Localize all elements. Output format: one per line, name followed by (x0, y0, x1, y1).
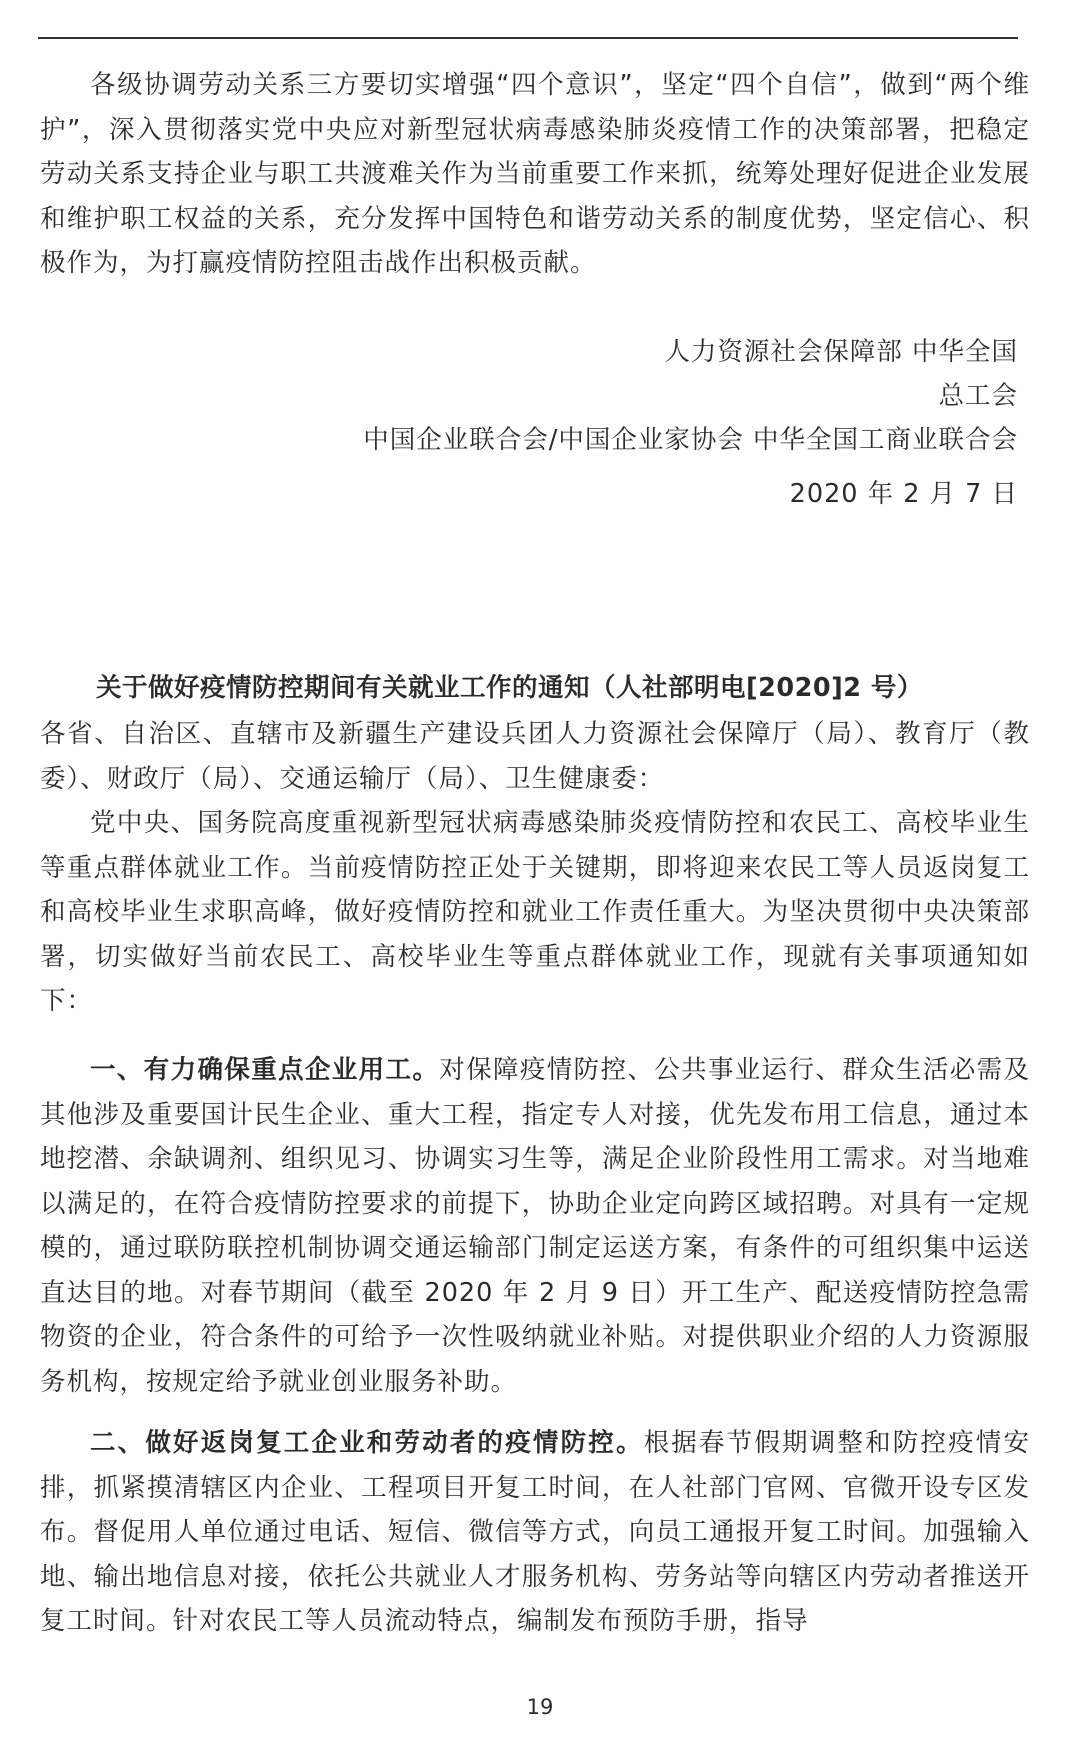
section-1-heading: 一、有力确保重点企业用工。 (90, 1055, 440, 1085)
top-rule (38, 37, 1018, 39)
section-1 (40, 1048, 1030, 1404)
signatory-line-2: 总工会 (938, 381, 1018, 411)
section-1-body: 对保障疫情防控、公共事业运行、群众生活必需及其他涉及重要国计民生企业、重大工程，指定专人对接，优先发布用工信息，通过本地挖潜、余缺调剂、组织见习、协调实习生等，满足企业阶段性用工需求。对当地难以满足的，在符合疫情防控要求的前提下，协助企业定向跨区域招聘。对具有一定规模的，通过联防联控机制协调交通运输部门制定运送方案，有条件的可组织集中运送直达目的地。对春节期间（截至 2020 年 2 月 9 日）开工生产、配送疫情防控急需物资的企业，符合条件的可给予一次性吸纳就业补贴。对提供职业介绍的人力资源服务机构，按规定给予就业创业服务补助。 (40, 1055, 1030, 1397)
section-2-heading: 二、做好返岗复工企业和劳动者的疫情防控。 (90, 1428, 644, 1458)
section-2-body: 根据春节假期调整和防控疫情安排，抓紧摸清辖区内企业、工程项目开复工时间，在人社部门官网、官微开设专区发布。督促用人单位通过电话、短信、微信等方式，向员工通报开复工时间。加强输入地、输出地信息对接，依托公共就业人才服务机构、劳务站等向辖区内劳动者推送开复工时间。针对农民工等人员流动特点，编制发布预防手册，指导 (40, 1428, 1030, 1636)
signatory-line-3: 中国企业联合会/中国企业家协会 中华全国工商业联合会 (363, 425, 1018, 455)
closing-paragraph: 各级协调劳动关系三方要切实增强“四个意识”，坚定“四个自信”，做到“两个维护”，深入贯彻落实党中央应对新型冠状病毒感染肺炎疫情工作的决策部署，把稳定劳动关系支持企业与职工共渡难关作为当前重要工作来抓，统筹处理好促进企业发展和维护职工权益的关系，充分发挥中国特色和谐劳动关系的制度优势，坚定信心、积极作为，为打赢疫情防控阻击战作出积极贡献。 (40, 70, 1030, 278)
signing-date: 2020 年 2 月 7 日 (789, 479, 1018, 509)
section-2 (40, 1421, 1030, 1644)
notice-intro: 党中央、国务院高度重视新型冠状病毒感染肺炎疫情防控和农民工、高校毕业生等重点群体就业工作。当前疫情防控正处于关键期，即将迎来农民工等人员返岗复工和高校毕业生求职高峰，做好疫情防控和就业工作责任重大。为坚决贯彻中央决策部署，切实做好当前农民工、高校毕业生等重点群体就业工作，现就有关事项通知如下： (40, 808, 1030, 1016)
page-number: 19 (526, 1695, 554, 1719)
signatory-line-1: 人力资源社会保障部 中华全国 (664, 337, 1018, 367)
notice-recipients: 各省、自治区、直辖市及新疆生产建设兵团人力资源社会保障厅（局）、教育厅（教委）、财政厅（局）、交通运输厅（局）、卫生健康委： (40, 719, 1030, 794)
notice-title: 关于做好疫情防控期间有关就业工作的通知（人社部明电[2020]2 号） (96, 673, 923, 703)
